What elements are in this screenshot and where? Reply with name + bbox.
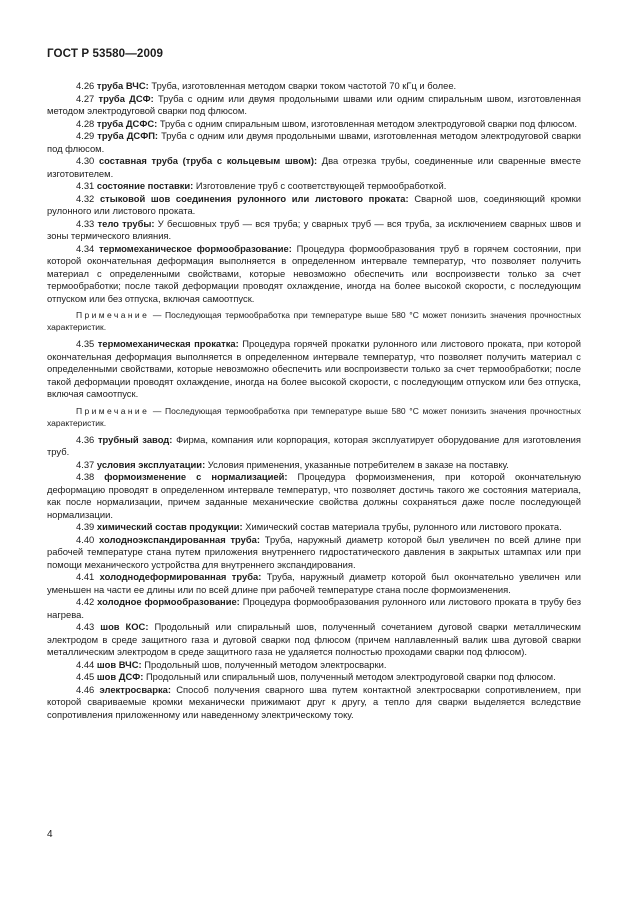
- clause-number: 4.29: [76, 130, 95, 141]
- clause-number: 4.45: [76, 671, 95, 682]
- definition-text: Труба с одним или двумя продольными швами, изготовленная методом электродуговой сварки под флюсом.: [47, 130, 581, 154]
- page-number: 4: [47, 829, 53, 840]
- note-label: Примечание: [76, 405, 150, 416]
- note-paragraph: [47, 309, 581, 333]
- definition-text: Сварной шов, соединяющий кромки рулонного или листового проката.: [47, 192, 581, 216]
- term: термомеханическое формообразование:: [98, 242, 292, 254]
- definition-paragraph: [47, 180, 581, 193]
- term: труба ДСФС:: [96, 117, 158, 129]
- term: шов ВЧС:: [96, 658, 142, 670]
- definition-text: Процедура формоизменения, при которой окончательную деформацию проводят в определенном интервале температур, что позволяет достичь такого же состояния материала, как после нормализации, причем заданные механические свойства должны сохраняться даже после последующей нормализации.: [47, 471, 581, 520]
- term: формоизменение с нормализацией:: [104, 471, 288, 482]
- definition-text: Процедура формообразования труб в горячем состоянии, при которой окончательная деформация выполняется в определенном интервале температур, что позволяет получить материал с определенными свойствами, которые невозможно обеспечить или воспроизвести только за счет термообработки; после такой деформации проводят охлаждение, иногда на более высокой скорости, с последующим отпуском или без отпуска, включая самоотпуск.: [47, 242, 581, 304]
- definition-paragraph: [47, 471, 581, 521]
- definition-paragraph: [47, 571, 581, 596]
- note-paragraph: [47, 405, 581, 429]
- clause-number: 4.33: [76, 217, 95, 229]
- definition-text: Труба с одним или двумя продольными швами или одним спиральным швом, изготовленная методом электродуговой сварки под флюсом.: [47, 92, 582, 116]
- definition-paragraph: [47, 243, 581, 306]
- definition-text: Продольный или спиральный шов, полученный методом электродуговой сварки под флюсом.: [143, 671, 556, 682]
- term: тело трубы:: [97, 217, 155, 229]
- definition-text: Процедура горячей прокатки рулонного или листового проката, при которой окончательная деформация выполняется в определенном интервале температур, что позволяет получить материал с определенными свойствами, которые невозможно обеспечить или воспроизвести только за счет термообработки; после такой деформации проводят охлаждение, иногда на более высокой скорости, с последующим отпуском или без отпуска, включая самоотпуск.: [47, 338, 582, 399]
- note-label: Примечание: [76, 310, 150, 320]
- definition-paragraph: [47, 80, 581, 93]
- definition-text: Два отрезка трубы, соединенные или сваренные вместе изготовителем.: [47, 155, 582, 179]
- term: труба ДСФП:: [97, 130, 159, 141]
- term: труба ВЧС:: [96, 80, 149, 91]
- clause-number: 4.31: [76, 180, 95, 191]
- definition-paragraph: [47, 596, 581, 621]
- definition-text: Труба с одним спиральным швом, изготовленная методом электродуговой сварки под флюсом.: [157, 117, 577, 129]
- definition-text: Труба, наружный диаметр которой был окончательно увеличен или уменьшен на части ее длины или по всей длине при рабочей температуре стана после формоизменения.: [47, 571, 582, 595]
- clause-number: 4.42: [76, 596, 95, 607]
- term: термомеханическая прокатка:: [97, 338, 239, 349]
- term: холодноэкспандированная труба:: [99, 533, 260, 545]
- definition-text: Труба, наружный диаметр которой был увеличен по всей длине при рабочей температуре стана путем приложения внутреннего гидростатического давления в закрытых штампах или при помощи механического устройства для внутреннего экспандирования.: [47, 533, 581, 570]
- term: состояние поставки:: [96, 180, 194, 191]
- term: шов ДСФ:: [96, 671, 144, 682]
- term: электросварка:: [99, 683, 171, 695]
- definitions-list: [47, 80, 581, 721]
- term: холоднодеформированная труба:: [99, 571, 262, 582]
- definition-text: Условия применения, указанные потребителем в заказе на поставку.: [205, 458, 509, 470]
- term: холодное формообразование:: [97, 596, 240, 607]
- clause-number: 4.30: [76, 155, 95, 166]
- clause-number: 4.39: [76, 521, 95, 532]
- clause-number: 4.26: [76, 80, 95, 91]
- clause-number: 4.35: [76, 338, 95, 349]
- definition-paragraph: [47, 621, 581, 659]
- definition-paragraph: [47, 534, 581, 572]
- term: труба ДСФ:: [98, 92, 154, 104]
- clause-number: 4.41: [76, 571, 95, 582]
- clause-number: 4.27: [76, 92, 95, 104]
- clause-number: 4.46: [76, 683, 95, 695]
- definition-paragraph: [47, 521, 581, 534]
- definition-text: Фирма, компания или корпорация, которая эксплуатирует оборудование для изготовления труб.: [47, 433, 581, 457]
- definition-text: Продольный шов, полученный методом электросварки.: [141, 658, 387, 670]
- definition-text: Процедура формообразования рулонного или листового проката в трубу без нагрева.: [47, 596, 581, 620]
- definition-paragraph: [47, 338, 581, 401]
- definition-text: Химический состав материала трубы, рулонного или листового проката.: [242, 521, 562, 532]
- clause-number: 4.36: [76, 433, 95, 445]
- definition-paragraph: [47, 671, 581, 684]
- term: стыковой шов соединения рулонного или листового проката:: [99, 192, 409, 204]
- term: составная труба (труба с кольцевым швом):: [98, 155, 318, 166]
- clause-number: 4.44: [76, 658, 95, 670]
- definition-paragraph: [47, 130, 581, 155]
- note-text: — Последующая термообработка при температуре выше 580 °С может понизить значения прочностных характеристик.: [47, 405, 581, 428]
- definition-paragraph: [47, 93, 581, 118]
- definition-text: Труба, изготовленная методом сварки током частотой 70 кГц и более.: [148, 80, 457, 91]
- clause-number: 4.38: [76, 471, 95, 482]
- term: шов КОС:: [100, 621, 149, 632]
- definition-text: У бесшовных труб — вся труба; у сварных труб — вся труба, за исключением сварных швов и зоны термического влияния.: [47, 217, 582, 241]
- clause-number: 4.28: [76, 117, 95, 129]
- term: химический состав продукции:: [96, 521, 243, 532]
- definition-paragraph: [47, 193, 581, 218]
- clause-number: 4.34: [76, 242, 95, 254]
- definition-paragraph: [47, 684, 581, 722]
- clause-number: 4.37: [76, 458, 95, 470]
- document-header: ГОСТ Р 53580—2009: [47, 47, 164, 60]
- clause-number: 4.40: [76, 533, 95, 545]
- note-text: — Последующая термообработка при температуре выше 580 °С может понизить значения прочностных характеристик.: [47, 310, 581, 332]
- clause-number: 4.43: [76, 621, 95, 632]
- definition-text: Продольный или спиральный шов, полученный сочетанием дуговой сварки металлическим электродом в среде защитного газа и дуговой сварки под флюсом (причем наплавленный валик шва дуговой сварки металлическим электродом в среде защитного газа не удаляется полностью проходами сварки под флюсом).: [47, 621, 581, 657]
- definition-text: Изготовление труб с соответствующей термообработкой.: [193, 180, 447, 191]
- definition-text: Способ получения сварного шва путем контактной электросварки сопротивлением, при которой свариваемые кромки механически прижимают друг к другу, а тепло для сварки выделяется вследствие сопротивления приложенному или наведенному электрическому току.: [47, 683, 581, 720]
- definition-paragraph: [47, 118, 581, 131]
- definition-paragraph: [47, 155, 581, 180]
- definition-paragraph: [47, 434, 581, 459]
- definition-paragraph: [47, 459, 581, 472]
- term: условия эксплуатации:: [96, 458, 206, 470]
- term: трубный завод:: [97, 433, 173, 445]
- clause-number: 4.32: [76, 192, 95, 204]
- definition-paragraph: [47, 659, 581, 672]
- definition-paragraph: [47, 218, 581, 243]
